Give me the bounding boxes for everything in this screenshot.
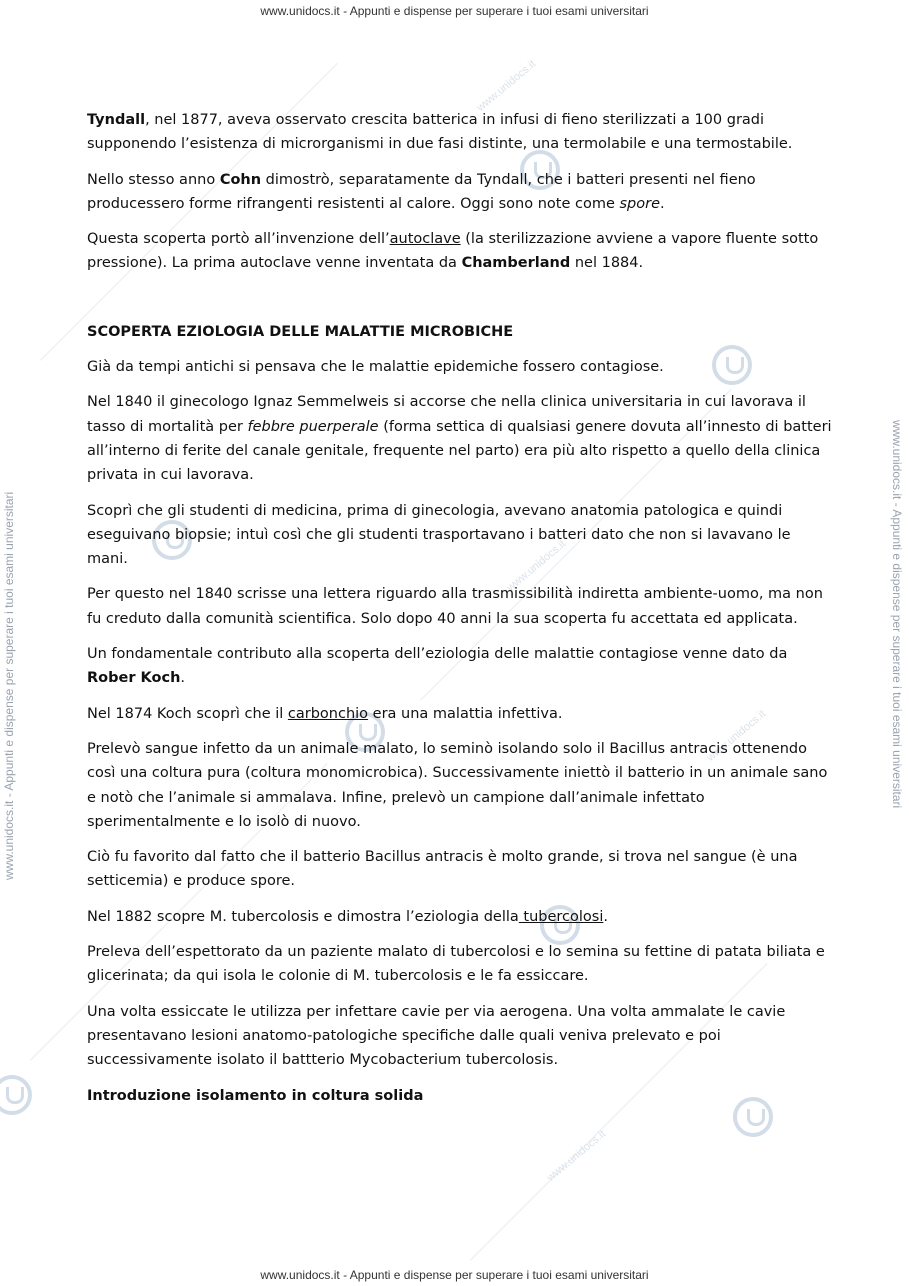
page-footer-watermark: www.unidocs.it - Appunti e dispense per superare i tuoi esami universitari <box>260 1268 649 1282</box>
diagonal-watermark-text: www.unidocs.it <box>474 58 539 114</box>
paragraph: Una volta essiccate le utilizza per infettare cavie per via aerogena. Una volta ammalate le cavie presentavano lesioni anatomo-patologiche specifiche dalle quali veniva prelevato e poi successivamente isolato il battterio Mycobacterium tubercolosis. <box>87 1003 786 1069</box>
italic-term: spore <box>619 195 660 212</box>
paragraph <box>87 227 832 276</box>
paragraph-text: . <box>180 670 186 687</box>
document-body <box>87 108 832 1119</box>
bold-term: Tyndall <box>87 112 146 128</box>
paragraph-text: . <box>603 908 608 925</box>
diagonal-watermark-text: www.unidocs.it <box>544 1128 609 1184</box>
paragraph-text: Un fondamentale contributo alla scoperta dell’eziologia delle malattie contagiose venne dato da <box>87 646 788 663</box>
italic-term: febbre puerperale <box>247 418 379 435</box>
paragraph: Ciò fu favorito dal fatto che il batterio Bacillus antracis è molto grande, si trova nel sangue (è una setticemia) e produce spore. <box>87 849 798 890</box>
side-watermark-left: www.unidocs.it - Appunti e dispense per superare i tuoi esami universitari <box>2 491 16 880</box>
page-header-watermark: www.unidocs.it - Appunti e dispense per superare i tuoi esami universitari <box>260 4 649 18</box>
paragraph-text: . <box>660 195 665 212</box>
paragraph <box>87 702 832 726</box>
paragraph <box>87 642 832 691</box>
paragraph-text: Nel 1874 Koch scoprì che il <box>87 705 288 722</box>
paragraph-text: Nello stesso anno <box>87 171 220 188</box>
underlined-term: autoclave <box>389 231 461 248</box>
paragraph-text: (forma settica di qualsiasi genere dovuta all’innesto di batteri all’interno di ferite del canale genitale, frequente nel parto) era più alto rispetto a quello della clinica privata in cui lavorava. <box>87 418 832 484</box>
paragraph: Per questo nel 1840 scrisse una lettera riguardo alla trasmissibilità indiretta ambiente-uomo, ma non fu creduto dalla comunità scientifica. Solo dopo 40 anni la sua scoperta fu accettata ed applicata. <box>87 586 823 627</box>
bold-term: Chamberland <box>461 255 571 272</box>
paragraph-text: era una malattia infettiva. <box>368 705 563 722</box>
spacer <box>87 287 832 320</box>
paragraph <box>87 168 832 217</box>
paragraph: Prelevò sangue infetto da un animale malato, lo seminò isolando solo il Bacillus antracis ottenendo così una coltura pura (coltura monomicrobica). Successivamente iniettò il batterio in un animale sano e notò che l’animale si ammalava. Infine, prelevò un campione dall’animale infettato sperimentalmente e lo isolò di nuovo. <box>87 740 828 830</box>
paragraph <box>87 905 832 929</box>
paragraph-text: , nel 1877, aveva osservato crescita batterica in infusi di fieno sterilizzati a 100 gradi supponendo l’esistenza di microrganismi in due fasi distinte, una termolabile e una termostabile. <box>87 112 793 153</box>
paragraph-text: (la sterilizzazione avviene a vapore fluente sotto pressione). La prima autoclave venne inventata da <box>87 231 819 272</box>
bold-term: Rober Koch <box>87 670 181 687</box>
diagonal-watermark-text: www.unidocs.it <box>504 538 569 594</box>
diagonal-watermark-text: www.unidocs.it <box>704 708 769 764</box>
paragraph-text: nel 1884. <box>570 255 644 272</box>
underlined-term: tubercolosi <box>518 908 604 925</box>
watermark-logo-icon <box>0 1075 32 1115</box>
subsection-heading: Introduzione isolamento in coltura solida <box>87 1087 424 1104</box>
paragraph-text: Questa scoperta portò all’invenzione dell’ <box>87 231 390 248</box>
side-watermark-right: www.unidocs.it - Appunti e dispense per superare i tuoi esami universitari <box>890 420 904 809</box>
section-heading: SCOPERTA EZIOLOGIA DELLE MALATTIE MICROBICHE <box>87 323 514 340</box>
paragraph: Preleva dell’espettorato da un paziente malato di tubercolosi e lo semina su fettine di patata biliata e glicerinata; da qui isola le colonie di M. tubercolosis e le fa essiccare. <box>87 944 825 985</box>
paragraph <box>87 108 832 157</box>
paragraph-text: Nel 1840 il ginecologo Ignaz Semmelweis si accorse che nella clinica universitaria in cui lavorava il tasso di mortalità per <box>87 394 806 435</box>
paragraph-text: Nel 1882 scopre M. tubercolosis e dimostra l’eziologia della <box>87 908 519 925</box>
underlined-term: carbonchio <box>287 705 369 722</box>
paragraph-text: dimostrò, separatamente da Tyndall, che i batteri presenti nel fieno producessero forme rifrangenti resistenti al calore. Oggi sono note come <box>87 171 756 212</box>
paragraph: Già da tempi antichi si pensava che le malattie epidemiche fossero contagiose. <box>87 359 664 376</box>
paragraph <box>87 390 832 487</box>
paragraph: Scoprì che gli studenti di medicina, prima di ginecologia, avevano anatomia patologica e quindi eseguivano biopsie; intuì così che gli studenti trasportavano i batteri dato che non si lavavano le mani. <box>87 502 791 568</box>
bold-term: Cohn <box>219 171 262 188</box>
